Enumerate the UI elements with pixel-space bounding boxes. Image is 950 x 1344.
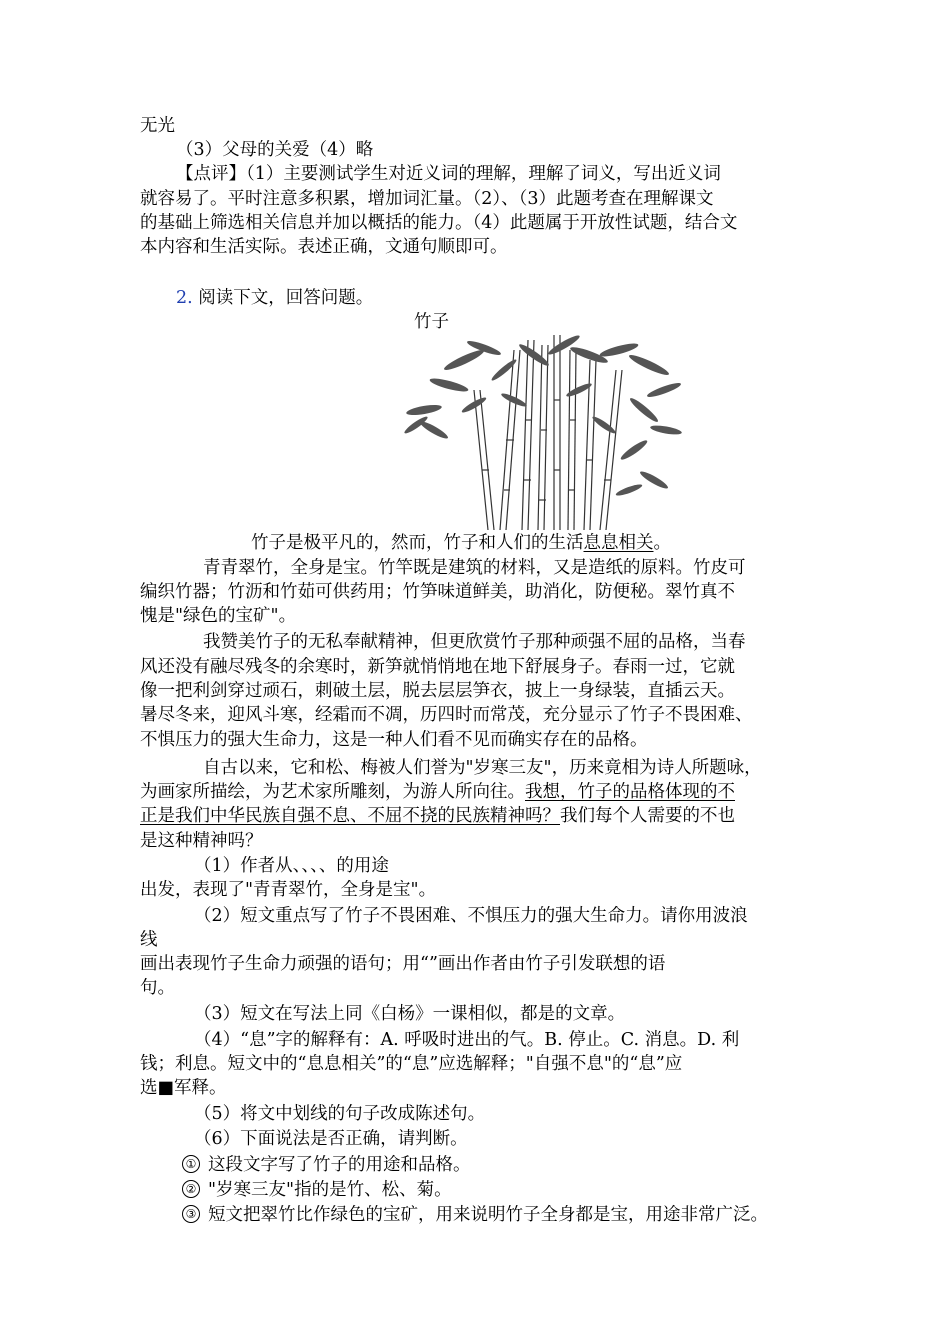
bamboo-illustration — [404, 330, 686, 530]
paragraph-2-line-1: 我赞美竹子的无私奉献精神，但更欣赏竹子那种顽强不屈的品格，当春 — [203, 632, 746, 652]
judgement-text: 这段文字写了竹子的用途和品格。 — [208, 1155, 471, 1175]
circled-number-2: ② — [182, 1180, 200, 1198]
passage-lead — [251, 531, 671, 555]
judgement-3 — [182, 1203, 768, 1227]
comment-line-2: 就容易了。平时注意多积累，增加词汇量。（2）、（3）此题考查在理解课文 — [140, 189, 714, 209]
underlined-sentence-part-2: 正是我们中华民族自强不息、不屈不挠的民族精神吗？ — [140, 806, 560, 826]
paragraph-1-line-1: 青青翠竹，全身是宝。竹竿既是建筑的材料，又是造纸的原料。竹皮可 — [203, 558, 746, 578]
comment-line-1: 【点评】（1）主要测试学生对近义词的理解，理解了词义，写出近义词 — [176, 164, 721, 184]
circled-number-1: ① — [182, 1155, 200, 1173]
paragraph-3-line-2 — [140, 780, 735, 804]
circled-number-3: ③ — [182, 1205, 200, 1223]
paragraph-2-line-5: 不惧压力的强大生命力，这是一种人们看不见而确实存在的品格。 — [140, 730, 648, 750]
paragraph-2-line-2: 风还没有融尽残冬的余寒时，新笋就悄悄地在地下舒展身子。春雨一过，它就 — [140, 657, 735, 677]
paragraph-1-line-2: 编织竹器；竹沥和竹茹可供药用；竹笋味道鲜美，助消化，防便秘。翠竹真不 — [140, 582, 735, 602]
question-number: 2. — [176, 288, 193, 308]
paragraph-3-line-3 — [140, 804, 735, 828]
paragraph-3-line-4: 是这种精神吗？ — [140, 831, 263, 851]
underlined-sentence-part-1: 我想，竹子的品格体现的不 — [525, 782, 735, 802]
answer-line-1: 无光 — [140, 116, 175, 136]
q2-line-3: 画出表现竹子生命力顽强的语句；用“”画出作者由竹子引发联想的语 — [140, 954, 666, 974]
q4-line-3: 选■军释。 — [140, 1078, 227, 1098]
judgement-2 — [182, 1178, 452, 1202]
q4-line-2: 钱；利息。短文中的“息息相关”的“息”应选解释；"自强不息"的“息”应 — [140, 1054, 683, 1074]
q6-line: （6）下面说法是否正确，请判断。 — [194, 1129, 468, 1149]
paragraph-2-line-4: 暑尽冬来，迎风斗寒，经霜而不凋，历四时而常茂，充分显示了竹子不畏困难、 — [140, 705, 753, 725]
q5-line: （5）将文中划线的句子改成陈述句。 — [194, 1104, 486, 1124]
q2-line-1: （2）短文重点写了竹子不畏困难、不惧压力的强大生命力。请你用波浪 — [194, 906, 748, 926]
q2-line-4: 句。 — [140, 978, 175, 998]
judgement-text: "岁寒三友"指的是竹、松、菊。 — [208, 1180, 452, 1200]
answer-line-2: （3）父母的关爱（4）略 — [176, 140, 374, 160]
q4-line-1: （4）“息”字的解释有：A. 呼吸时进出的气。B. 停止。C. 消息。D. 利 — [194, 1030, 740, 1050]
q2-line-2: 线 — [140, 930, 158, 950]
paragraph-3-line-1: 自古以来，它和松、梅被人们誉为"岁寒三友"，历来竟相为诗人所题咏， — [203, 758, 762, 778]
question-prompt: 阅读下文，回答问题。 — [198, 288, 374, 308]
underlined-phrase: 息息相关 — [583, 533, 654, 553]
plain-text: 为画家所描绘，为艺术家所雕刻，为游人所向往。 — [140, 782, 525, 802]
lead-text: 竹子是极平凡的，然而，竹子和人们的生活 — [251, 533, 584, 553]
paragraph-2-line-3: 像一把利剑穿过顽石，刺破土层，脱去层层笋衣，披上一身绿装，直插云天。 — [140, 681, 735, 701]
q1-line-1: （1）作者从、、、、的用途 — [194, 856, 389, 876]
passage-title: 竹子 — [414, 312, 449, 332]
lead-text-end: 。 — [653, 533, 671, 553]
question-2-header — [176, 286, 373, 310]
comment-line-3: 的基础上筛选相关信息并加以概括的能力。（4）此题属于开放性试题，结合文 — [140, 213, 738, 233]
judgement-text: 短文把翠竹比作绿色的宝矿，用来说明竹子全身都是宝，用途非常广泛。 — [208, 1205, 768, 1225]
q1-line-2: 出发，表现了"青青翠竹，全身是宝"。 — [140, 880, 437, 900]
plain-text: 我们每个人需要的不也 — [560, 806, 735, 826]
comment-line-4: 本内容和生活实际。表述正确，文通句顺即可。 — [140, 237, 508, 257]
q3-line: （3）短文在写法上同《白杨》一课相似，都是的文章。 — [194, 1004, 626, 1024]
judgement-1 — [182, 1153, 471, 1177]
paragraph-1-line-3: 愧是"绿色的宝矿"。 — [140, 606, 297, 626]
